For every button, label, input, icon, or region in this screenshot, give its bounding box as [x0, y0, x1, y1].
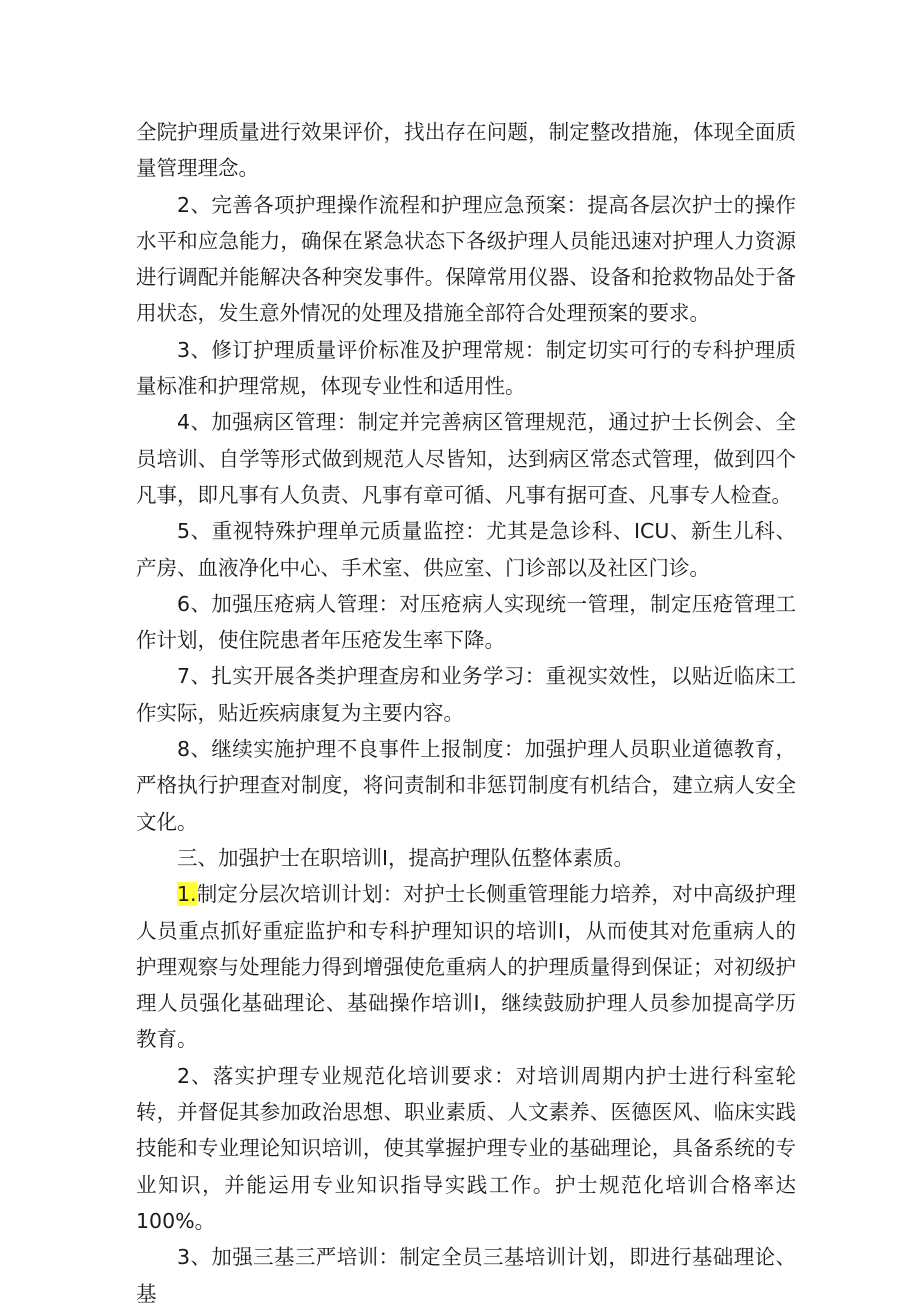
- paragraph-text: 2、落实护理专业规范化培训要求：对培训周期内护士进行科室轮转，并督促其参加政治思想、职业素质、人文素养、医德医风、临床实践技能和专业理论知识培训，使其掌握护理专业的基础理论，具备系统的专业知识，并能运用专业知识指导实践工作。护士规范化培训合格率达100%。: [136, 1063, 796, 1233]
- paragraph-1: [136, 114, 796, 187]
- paragraph-text: 6、加强压疮病人管理：对压疮病人实现统一管理，制定压疮管理工作计划，使住院患者年压疮发生率下降。: [136, 591, 796, 653]
- paragraph-2: [136, 187, 796, 332]
- paragraph-10: [136, 1058, 796, 1239]
- paragraph-text: 3、修订护理质量评价标准及护理常规：制定切实可行的专科护理质量标准和护理常规，体现专业性和适用性。: [136, 337, 796, 399]
- document-body: [136, 114, 796, 1312]
- paragraph-text: 7、扎实开展各类护理查房和业务学习：重视实效性，以贴近临床工作实际，贴近疾病康复为主要内容。: [136, 664, 796, 725]
- paragraph-text: 5、重视特殊护理单元质量监控：尤其是急诊科、ICU、新生儿科、产房、血液净化中心、手术室、供应室、门诊部以及社区门诊。: [136, 519, 796, 580]
- highlighted-number: 1.: [177, 882, 197, 907]
- paragraph-text: 2、完善各项护理操作流程和护理应急预案：提高各层次护士的操作水平和应急能力，确保在紧急状态下各级护理人员能迅速对护理人力资源进行调配并能解决各种突发事件。保障常用仪器、设备和抢救物品处于备用状态，发生意外情况的处理及措施全部符合处理预案的要求。: [136, 192, 796, 326]
- paragraph-3: [136, 332, 796, 405]
- paragraph-text: 8、继续实施护理不良事件上报制度：加强护理人员职业道德教育，严格执行护理查对制度，将问责制和非惩罚制度有机结合，建立病人安全文化。: [136, 737, 796, 834]
- paragraph-text: 4、加强病区管理：制定并完善病区管理规范，通过护士长例会、全员培训、自学等形式做到规范人尽皆知，达到病区常态式管理，做到四个凡事，即凡事有人负责、凡事有章可循、凡事有据可查、凡事专人检查。: [136, 410, 796, 507]
- heading-text: 三、加强护士在职培训I，提高护理队伍整体素质。: [177, 845, 635, 870]
- paragraph-9: [136, 876, 796, 1057]
- paragraph-text: 制定分层次培训计划：对护士长侧重管理能力培养，对中高级护理人员重点抓好重症监护和专科护理知识的培训I，从而使其对危重病人的护理观察与处理能力得到增强使危重病人的护理质量得到保证；对初级护理人员强化基础理论、基础操作培训I，继续鼓励护理人员参加提高学历教育。: [136, 882, 796, 1052]
- paragraph-7: [136, 658, 796, 731]
- section-heading: [136, 840, 796, 876]
- paragraph-4: [136, 404, 796, 513]
- paragraph-text: 3、加强三基三严培训：制定全员三基培训计划，即进行基础理论、基: [136, 1245, 796, 1306]
- paragraph-6: [136, 586, 796, 659]
- paragraph-8: [136, 731, 796, 840]
- paragraph-5: [136, 513, 796, 586]
- paragraph-text: 全院护理质量进行效果评价，找出存在问题，制定整改措施，体现全面质量管理理念。: [136, 120, 796, 181]
